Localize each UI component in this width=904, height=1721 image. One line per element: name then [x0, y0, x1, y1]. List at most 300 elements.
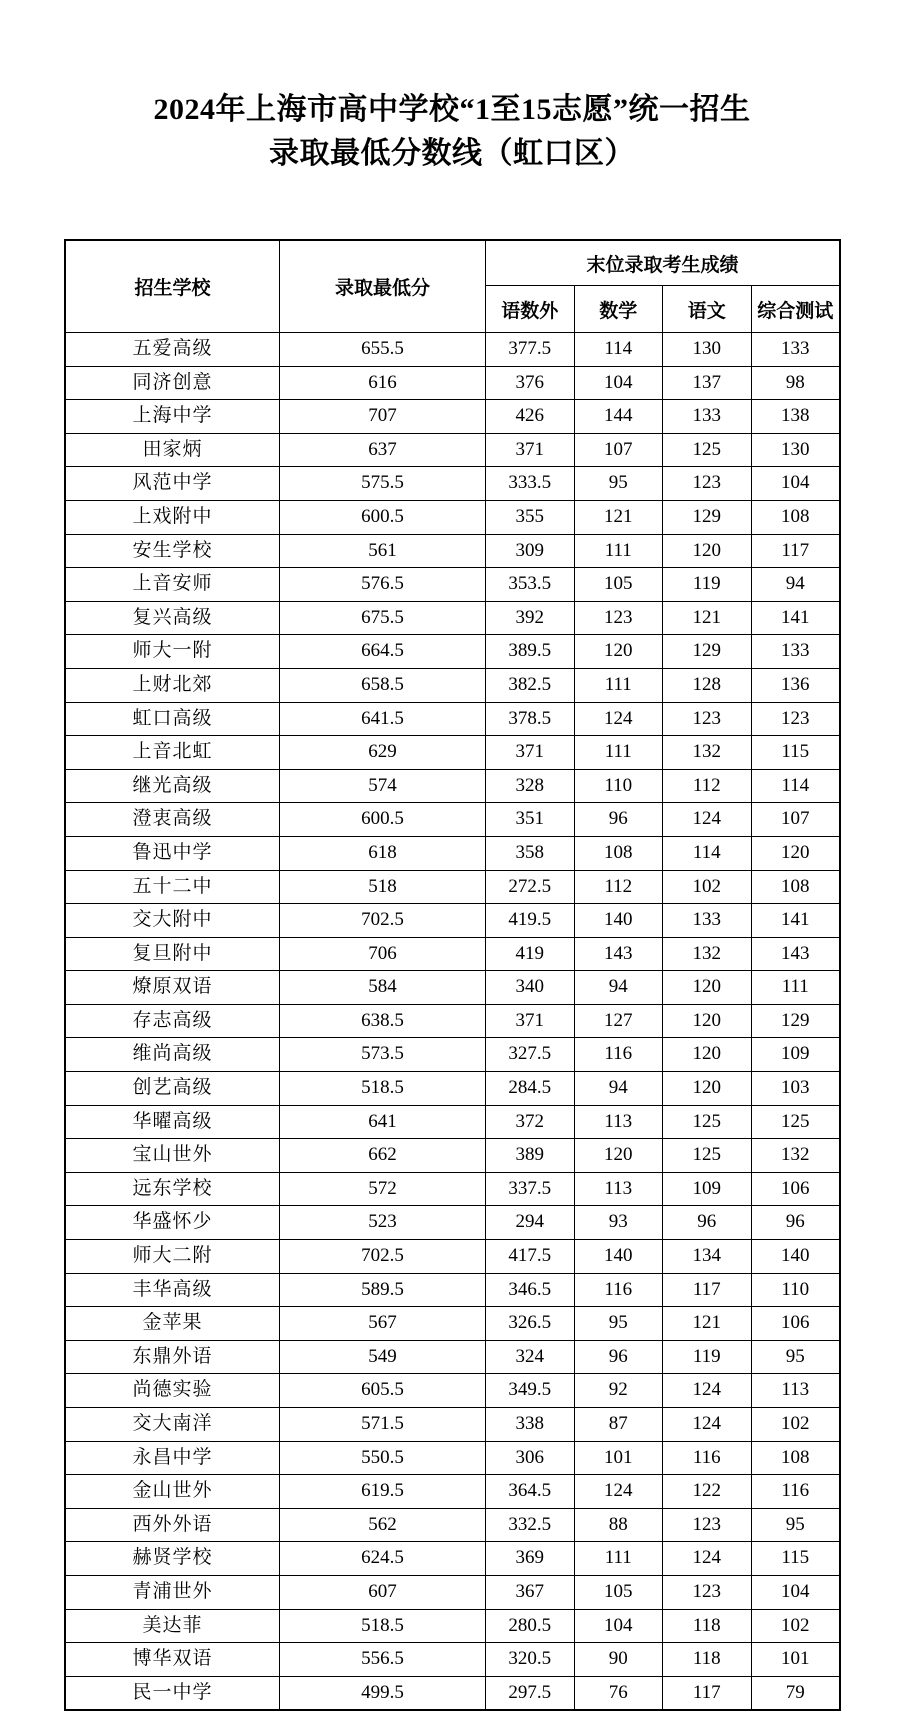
- cell-chinese-math-english: 371: [486, 433, 575, 467]
- cell-chinese-math-english: 349.5: [486, 1374, 575, 1408]
- table-row: [66, 433, 840, 467]
- cell-chinese: 125: [663, 1139, 752, 1173]
- cell-min-score: 567: [280, 1307, 486, 1341]
- cell-comprehensive-test: 113: [751, 1374, 840, 1408]
- cell-min-score: 561: [280, 534, 486, 568]
- cell-school: 交大南洋: [66, 1408, 280, 1442]
- cell-min-score: 675.5: [280, 601, 486, 635]
- cell-min-score: 584: [280, 971, 486, 1005]
- table-row: [66, 1575, 840, 1609]
- cell-math: 120: [574, 1139, 663, 1173]
- cell-school: 复兴高级: [66, 601, 280, 635]
- cell-chinese-math-english: 376: [486, 366, 575, 400]
- cell-chinese: 120: [663, 534, 752, 568]
- cell-min-score: 702.5: [280, 1240, 486, 1274]
- cell-chinese-math-english: 382.5: [486, 668, 575, 702]
- table-row: [66, 1004, 840, 1038]
- cell-chinese-math-english: 297.5: [486, 1676, 575, 1710]
- table-body: [66, 333, 840, 1710]
- table-row: [66, 1508, 840, 1542]
- cell-school: 宝山世外: [66, 1139, 280, 1173]
- cell-school: 民一中学: [66, 1676, 280, 1710]
- cell-chinese: 120: [663, 1004, 752, 1038]
- cell-chinese: 124: [663, 1408, 752, 1442]
- cell-math: 123: [574, 601, 663, 635]
- table-row: [66, 1139, 840, 1173]
- page-title-line-1: 2024年上海市高中学校“1至15志愿”统一招生: [153, 93, 751, 126]
- cell-comprehensive-test: 79: [751, 1676, 840, 1710]
- cell-math: 88: [574, 1508, 663, 1542]
- cell-math: 116: [574, 1038, 663, 1072]
- table-row: [66, 971, 840, 1005]
- cell-min-score: 600.5: [280, 803, 486, 837]
- table-row: [66, 904, 840, 938]
- cell-comprehensive-test: 114: [751, 769, 840, 803]
- table-row: [66, 366, 840, 400]
- cell-school: 上海中学: [66, 400, 280, 434]
- cell-chinese: 120: [663, 1038, 752, 1072]
- cell-chinese-math-english: 294: [486, 1206, 575, 1240]
- cell-comprehensive-test: 123: [751, 702, 840, 736]
- cell-school: 五爱高级: [66, 333, 280, 367]
- cell-school: 风范中学: [66, 467, 280, 501]
- cell-school: 华曜高级: [66, 1105, 280, 1139]
- table-row: [66, 1273, 840, 1307]
- cell-chinese: 124: [663, 1374, 752, 1408]
- cell-chinese: 125: [663, 1105, 752, 1139]
- cell-comprehensive-test: 110: [751, 1273, 840, 1307]
- cell-min-score: 605.5: [280, 1374, 486, 1408]
- cell-chinese-math-english: 371: [486, 736, 575, 770]
- cell-chinese-math-english: 417.5: [486, 1240, 575, 1274]
- cell-chinese-math-english: 326.5: [486, 1307, 575, 1341]
- cell-math: 143: [574, 937, 663, 971]
- cell-comprehensive-test: 130: [751, 433, 840, 467]
- cell-comprehensive-test: 115: [751, 1542, 840, 1576]
- cell-min-score: 607: [280, 1575, 486, 1609]
- column-header-chinese-math-english: 语数外: [486, 286, 575, 333]
- column-header-group-last-admitted: 末位录取考生成绩: [486, 241, 840, 286]
- cell-chinese: 123: [663, 702, 752, 736]
- cell-chinese-math-english: 378.5: [486, 702, 575, 736]
- cell-chinese: 128: [663, 668, 752, 702]
- cell-chinese: 119: [663, 568, 752, 602]
- column-header-chinese: 语文: [663, 286, 752, 333]
- cell-chinese: 96: [663, 1206, 752, 1240]
- cell-min-score: 624.5: [280, 1542, 486, 1576]
- cell-chinese: 125: [663, 433, 752, 467]
- cell-math: 104: [574, 1609, 663, 1643]
- table-row: [66, 1542, 840, 1576]
- column-header-math: 数学: [574, 286, 663, 333]
- cell-math: 105: [574, 1575, 663, 1609]
- cell-chinese: 134: [663, 1240, 752, 1274]
- table-row: [66, 836, 840, 870]
- cell-chinese-math-english: 332.5: [486, 1508, 575, 1542]
- cell-chinese: 121: [663, 601, 752, 635]
- cell-math: 116: [574, 1273, 663, 1307]
- cell-math: 92: [574, 1374, 663, 1408]
- table-row: [66, 1643, 840, 1677]
- cell-school: 博华双语: [66, 1643, 280, 1677]
- table-row: [66, 601, 840, 635]
- cell-math: 111: [574, 668, 663, 702]
- cell-chinese-math-english: 353.5: [486, 568, 575, 602]
- table-row: [66, 937, 840, 971]
- cell-math: 127: [574, 1004, 663, 1038]
- cell-school: 安生学校: [66, 534, 280, 568]
- cell-math: 90: [574, 1643, 663, 1677]
- cell-chinese-math-english: 351: [486, 803, 575, 837]
- table-row: [66, 1475, 840, 1509]
- cell-chinese-math-english: 338: [486, 1408, 575, 1442]
- cell-math: 105: [574, 568, 663, 602]
- cell-school: 尚德实验: [66, 1374, 280, 1408]
- cell-math: 110: [574, 769, 663, 803]
- table-row: [66, 400, 840, 434]
- cell-min-score: 572: [280, 1172, 486, 1206]
- cell-chinese-math-english: 426: [486, 400, 575, 434]
- cell-math: 104: [574, 366, 663, 400]
- cell-comprehensive-test: 102: [751, 1609, 840, 1643]
- cell-min-score: 523: [280, 1206, 486, 1240]
- cell-school: 继光高级: [66, 769, 280, 803]
- cell-min-score: 499.5: [280, 1676, 486, 1710]
- cell-school: 上财北郊: [66, 668, 280, 702]
- cell-chinese: 117: [663, 1273, 752, 1307]
- cell-chinese-math-english: 355: [486, 500, 575, 534]
- table-row: [66, 1172, 840, 1206]
- table-row: [66, 668, 840, 702]
- table-row: [66, 1105, 840, 1139]
- cell-chinese-math-english: 358: [486, 836, 575, 870]
- cell-math: 108: [574, 836, 663, 870]
- cell-chinese: 124: [663, 1542, 752, 1576]
- cell-chinese-math-english: 340: [486, 971, 575, 1005]
- cell-comprehensive-test: 111: [751, 971, 840, 1005]
- cell-comprehensive-test: 136: [751, 668, 840, 702]
- cell-math: 114: [574, 333, 663, 367]
- cell-comprehensive-test: 104: [751, 1575, 840, 1609]
- cell-school: 交大附中: [66, 904, 280, 938]
- table-row: [66, 769, 840, 803]
- table-row: [66, 635, 840, 669]
- cell-chinese-math-english: 333.5: [486, 467, 575, 501]
- cell-math: 113: [574, 1172, 663, 1206]
- cell-chinese: 112: [663, 769, 752, 803]
- cell-chinese-math-english: 372: [486, 1105, 575, 1139]
- cell-math: 87: [574, 1408, 663, 1442]
- cell-chinese-math-english: 272.5: [486, 870, 575, 904]
- cell-min-score: 658.5: [280, 668, 486, 702]
- table-row: [66, 1072, 840, 1106]
- cell-chinese-math-english: 309: [486, 534, 575, 568]
- table-row: [66, 736, 840, 770]
- page-title: [0, 0, 904, 176]
- cell-comprehensive-test: 101: [751, 1643, 840, 1677]
- cell-min-score: 702.5: [280, 904, 486, 938]
- cell-min-score: 638.5: [280, 1004, 486, 1038]
- cell-min-score: 600.5: [280, 500, 486, 534]
- cell-min-score: 619.5: [280, 1475, 486, 1509]
- cell-min-score: 618: [280, 836, 486, 870]
- cell-chinese: 109: [663, 1172, 752, 1206]
- cell-chinese: 132: [663, 736, 752, 770]
- cell-comprehensive-test: 98: [751, 366, 840, 400]
- cell-min-score: 629: [280, 736, 486, 770]
- cell-school: 师大二附: [66, 1240, 280, 1274]
- cell-school: 维尚高级: [66, 1038, 280, 1072]
- column-header-comprehensive-test: 综合测试: [751, 286, 840, 333]
- cell-math: 111: [574, 736, 663, 770]
- cell-chinese-math-english: 284.5: [486, 1072, 575, 1106]
- cell-comprehensive-test: 95: [751, 1340, 840, 1374]
- cell-comprehensive-test: 133: [751, 635, 840, 669]
- cell-chinese: 123: [663, 1575, 752, 1609]
- cell-chinese-math-english: 328: [486, 769, 575, 803]
- cell-math: 107: [574, 433, 663, 467]
- table-row: [66, 500, 840, 534]
- table-row: [66, 1038, 840, 1072]
- cell-chinese: 123: [663, 1508, 752, 1542]
- cell-chinese-math-english: 306: [486, 1441, 575, 1475]
- cell-math: 120: [574, 635, 663, 669]
- cell-school: 丰华高级: [66, 1273, 280, 1307]
- cell-comprehensive-test: 95: [751, 1508, 840, 1542]
- cell-chinese: 102: [663, 870, 752, 904]
- cell-min-score: 550.5: [280, 1441, 486, 1475]
- cell-chinese: 123: [663, 467, 752, 501]
- cell-comprehensive-test: 140: [751, 1240, 840, 1274]
- table-row: [66, 1609, 840, 1643]
- cell-comprehensive-test: 96: [751, 1206, 840, 1240]
- cell-min-score: 574: [280, 769, 486, 803]
- table-row: [66, 870, 840, 904]
- cell-chinese-math-english: 346.5: [486, 1273, 575, 1307]
- cell-chinese-math-english: 364.5: [486, 1475, 575, 1509]
- cell-chinese-math-english: 369: [486, 1542, 575, 1576]
- cell-school: 创艺高级: [66, 1072, 280, 1106]
- cell-chinese: 122: [663, 1475, 752, 1509]
- cell-chinese: 118: [663, 1643, 752, 1677]
- cell-min-score: 655.5: [280, 333, 486, 367]
- cell-comprehensive-test: 129: [751, 1004, 840, 1038]
- cell-min-score: 518: [280, 870, 486, 904]
- cell-math: 140: [574, 904, 663, 938]
- cell-math: 124: [574, 702, 663, 736]
- table-row: [66, 1206, 840, 1240]
- cell-min-score: 641: [280, 1105, 486, 1139]
- cell-comprehensive-test: 117: [751, 534, 840, 568]
- cell-chinese-math-english: 280.5: [486, 1609, 575, 1643]
- cell-math: 121: [574, 500, 663, 534]
- cell-chinese: 118: [663, 1609, 752, 1643]
- cell-comprehensive-test: 102: [751, 1408, 840, 1442]
- cell-chinese: 133: [663, 904, 752, 938]
- table-row: [66, 467, 840, 501]
- cell-min-score: 518.5: [280, 1072, 486, 1106]
- table-row: [66, 534, 840, 568]
- cell-comprehensive-test: 106: [751, 1172, 840, 1206]
- cell-math: 94: [574, 1072, 663, 1106]
- table-row: [66, 1240, 840, 1274]
- cell-comprehensive-test: 138: [751, 400, 840, 434]
- table-row: [66, 1408, 840, 1442]
- cell-chinese-math-english: 389: [486, 1139, 575, 1173]
- cell-min-score: 662: [280, 1139, 486, 1173]
- column-header-school: 招生学校: [66, 241, 280, 333]
- cell-comprehensive-test: 108: [751, 1441, 840, 1475]
- cell-min-score: 589.5: [280, 1273, 486, 1307]
- cell-school: 存志高级: [66, 1004, 280, 1038]
- cell-chinese: 133: [663, 400, 752, 434]
- cell-school: 赫贤学校: [66, 1542, 280, 1576]
- cell-chinese: 114: [663, 836, 752, 870]
- cell-min-score: 641.5: [280, 702, 486, 736]
- cell-comprehensive-test: 108: [751, 870, 840, 904]
- cell-min-score: 573.5: [280, 1038, 486, 1072]
- table-row: [66, 1307, 840, 1341]
- cell-math: 94: [574, 971, 663, 1005]
- cell-chinese-math-english: 377.5: [486, 333, 575, 367]
- cell-math: 124: [574, 1475, 663, 1509]
- admission-score-table-container: [65, 240, 840, 1710]
- table-row: [66, 1374, 840, 1408]
- cell-chinese: 132: [663, 937, 752, 971]
- cell-chinese-math-english: 419: [486, 937, 575, 971]
- cell-school: 同济创意: [66, 366, 280, 400]
- cell-school: 复旦附中: [66, 937, 280, 971]
- cell-chinese: 120: [663, 971, 752, 1005]
- cell-chinese-math-english: 419.5: [486, 904, 575, 938]
- cell-school: 上音安师: [66, 568, 280, 602]
- cell-chinese-math-english: 389.5: [486, 635, 575, 669]
- cell-comprehensive-test: 116: [751, 1475, 840, 1509]
- cell-comprehensive-test: 132: [751, 1139, 840, 1173]
- cell-school: 虹口高级: [66, 702, 280, 736]
- column-header-min-score: 录取最低分: [280, 241, 486, 333]
- cell-min-score: 707: [280, 400, 486, 434]
- cell-chinese: 116: [663, 1441, 752, 1475]
- cell-math: 96: [574, 1340, 663, 1374]
- cell-chinese-math-english: 392: [486, 601, 575, 635]
- cell-math: 96: [574, 803, 663, 837]
- cell-school: 金苹果: [66, 1307, 280, 1341]
- cell-math: 111: [574, 1542, 663, 1576]
- cell-school: 鲁迅中学: [66, 836, 280, 870]
- cell-math: 112: [574, 870, 663, 904]
- cell-math: 95: [574, 1307, 663, 1341]
- cell-min-score: 518.5: [280, 1609, 486, 1643]
- cell-chinese: 129: [663, 635, 752, 669]
- cell-school: 东鼎外语: [66, 1340, 280, 1374]
- cell-comprehensive-test: 108: [751, 500, 840, 534]
- table-header: [66, 241, 840, 333]
- cell-chinese: 130: [663, 333, 752, 367]
- cell-chinese-math-english: 367: [486, 1575, 575, 1609]
- cell-min-score: 616: [280, 366, 486, 400]
- cell-comprehensive-test: 104: [751, 467, 840, 501]
- cell-min-score: 556.5: [280, 1643, 486, 1677]
- cell-comprehensive-test: 94: [751, 568, 840, 602]
- cell-comprehensive-test: 107: [751, 803, 840, 837]
- table-row: [66, 1441, 840, 1475]
- table-row: [66, 333, 840, 367]
- cell-school: 上音北虹: [66, 736, 280, 770]
- cell-min-score: 575.5: [280, 467, 486, 501]
- cell-chinese-math-english: 324: [486, 1340, 575, 1374]
- table-row: [66, 568, 840, 602]
- cell-math: 140: [574, 1240, 663, 1274]
- table-row: [66, 702, 840, 736]
- cell-chinese-math-english: 337.5: [486, 1172, 575, 1206]
- cell-math: 95: [574, 467, 663, 501]
- cell-math: 93: [574, 1206, 663, 1240]
- cell-chinese: 119: [663, 1340, 752, 1374]
- cell-chinese-math-english: 371: [486, 1004, 575, 1038]
- cell-comprehensive-test: 106: [751, 1307, 840, 1341]
- cell-school: 西外外语: [66, 1508, 280, 1542]
- cell-chinese: 129: [663, 500, 752, 534]
- cell-chinese-math-english: 327.5: [486, 1038, 575, 1072]
- table-row: [66, 1340, 840, 1374]
- cell-school: 华盛怀少: [66, 1206, 280, 1240]
- cell-comprehensive-test: 109: [751, 1038, 840, 1072]
- cell-math: 101: [574, 1441, 663, 1475]
- cell-school: 燎原双语: [66, 971, 280, 1005]
- cell-min-score: 576.5: [280, 568, 486, 602]
- cell-school: 上戏附中: [66, 500, 280, 534]
- cell-math: 111: [574, 534, 663, 568]
- page-title-line-2: 录取最低分数线（虹口区）: [269, 137, 635, 170]
- cell-math: 76: [574, 1676, 663, 1710]
- cell-comprehensive-test: 141: [751, 904, 840, 938]
- cell-min-score: 637: [280, 433, 486, 467]
- cell-min-score: 562: [280, 1508, 486, 1542]
- cell-comprehensive-test: 115: [751, 736, 840, 770]
- table-row: [66, 803, 840, 837]
- cell-school: 远东学校: [66, 1172, 280, 1206]
- admission-score-table: [65, 240, 840, 1710]
- cell-school: 五十二中: [66, 870, 280, 904]
- cell-comprehensive-test: 120: [751, 836, 840, 870]
- cell-math: 113: [574, 1105, 663, 1139]
- cell-min-score: 549: [280, 1340, 486, 1374]
- cell-min-score: 664.5: [280, 635, 486, 669]
- cell-chinese: 120: [663, 1072, 752, 1106]
- cell-comprehensive-test: 141: [751, 601, 840, 635]
- table-row: [66, 1676, 840, 1710]
- cell-min-score: 571.5: [280, 1408, 486, 1442]
- cell-chinese: 137: [663, 366, 752, 400]
- cell-chinese-math-english: 320.5: [486, 1643, 575, 1677]
- cell-comprehensive-test: 125: [751, 1105, 840, 1139]
- cell-school: 永昌中学: [66, 1441, 280, 1475]
- cell-school: 美达菲: [66, 1609, 280, 1643]
- cell-chinese: 121: [663, 1307, 752, 1341]
- cell-chinese: 124: [663, 803, 752, 837]
- cell-school: 澄衷高级: [66, 803, 280, 837]
- cell-comprehensive-test: 103: [751, 1072, 840, 1106]
- cell-min-score: 706: [280, 937, 486, 971]
- table-header-row-1: [66, 241, 840, 286]
- cell-school: 金山世外: [66, 1475, 280, 1509]
- cell-school: 青浦世外: [66, 1575, 280, 1609]
- cell-school: 师大一附: [66, 635, 280, 669]
- cell-math: 144: [574, 400, 663, 434]
- cell-comprehensive-test: 143: [751, 937, 840, 971]
- cell-chinese: 117: [663, 1676, 752, 1710]
